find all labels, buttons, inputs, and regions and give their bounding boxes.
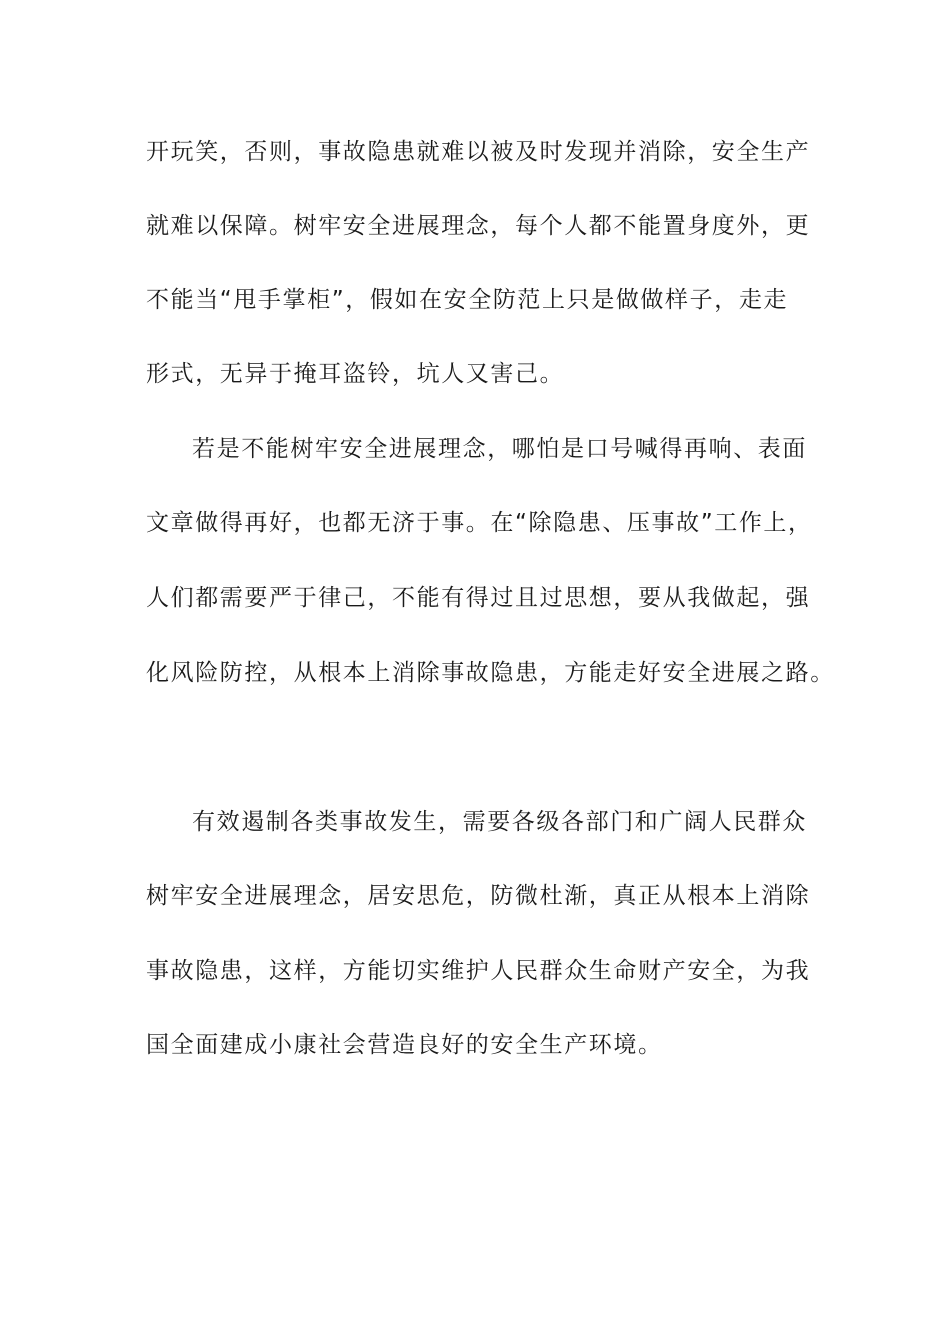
text-line: 不能当“甩手掌柜”，假如在安全防范上只是做做样子，走走 [146, 287, 789, 313]
text-line: 文章做得再好，也都无济于事。在“除隐患、压事故”工作上， [146, 510, 813, 536]
text-line: 有效遏制各类事故发生，需要各级各部门和广阔人民群众 [192, 809, 807, 835]
text-line: 开玩笑，否则，事故隐患就难以被及时发现并消除，安全生产 [146, 139, 811, 165]
text-line: 形式，无异于掩耳盗铃，坑人又害己。 [146, 361, 565, 387]
text-line: 事故隐患，这样，方能切实维护人民群众生命财产安全，为我 [146, 958, 811, 984]
text-line: 化风险防控，从根本上消除事故隐患，方能走好安全进展之路。 [146, 660, 835, 686]
text-line: 就难以保障。树牢安全进展理念，每个人都不能置身度外，更 [146, 213, 811, 239]
text-line: 树牢安全进展理念，居安思危，防微杜渐，真正从根本上消除 [146, 883, 811, 909]
text-line: 人们都需要严于律己，不能有得过且过思想，要从我做起，强 [146, 585, 811, 611]
text-line: 国全面建成小康社会营造良好的安全生产环境。 [146, 1032, 663, 1058]
text-line: 若是不能树牢安全进展理念，哪怕是口号喊得再响、表面 [192, 436, 807, 462]
